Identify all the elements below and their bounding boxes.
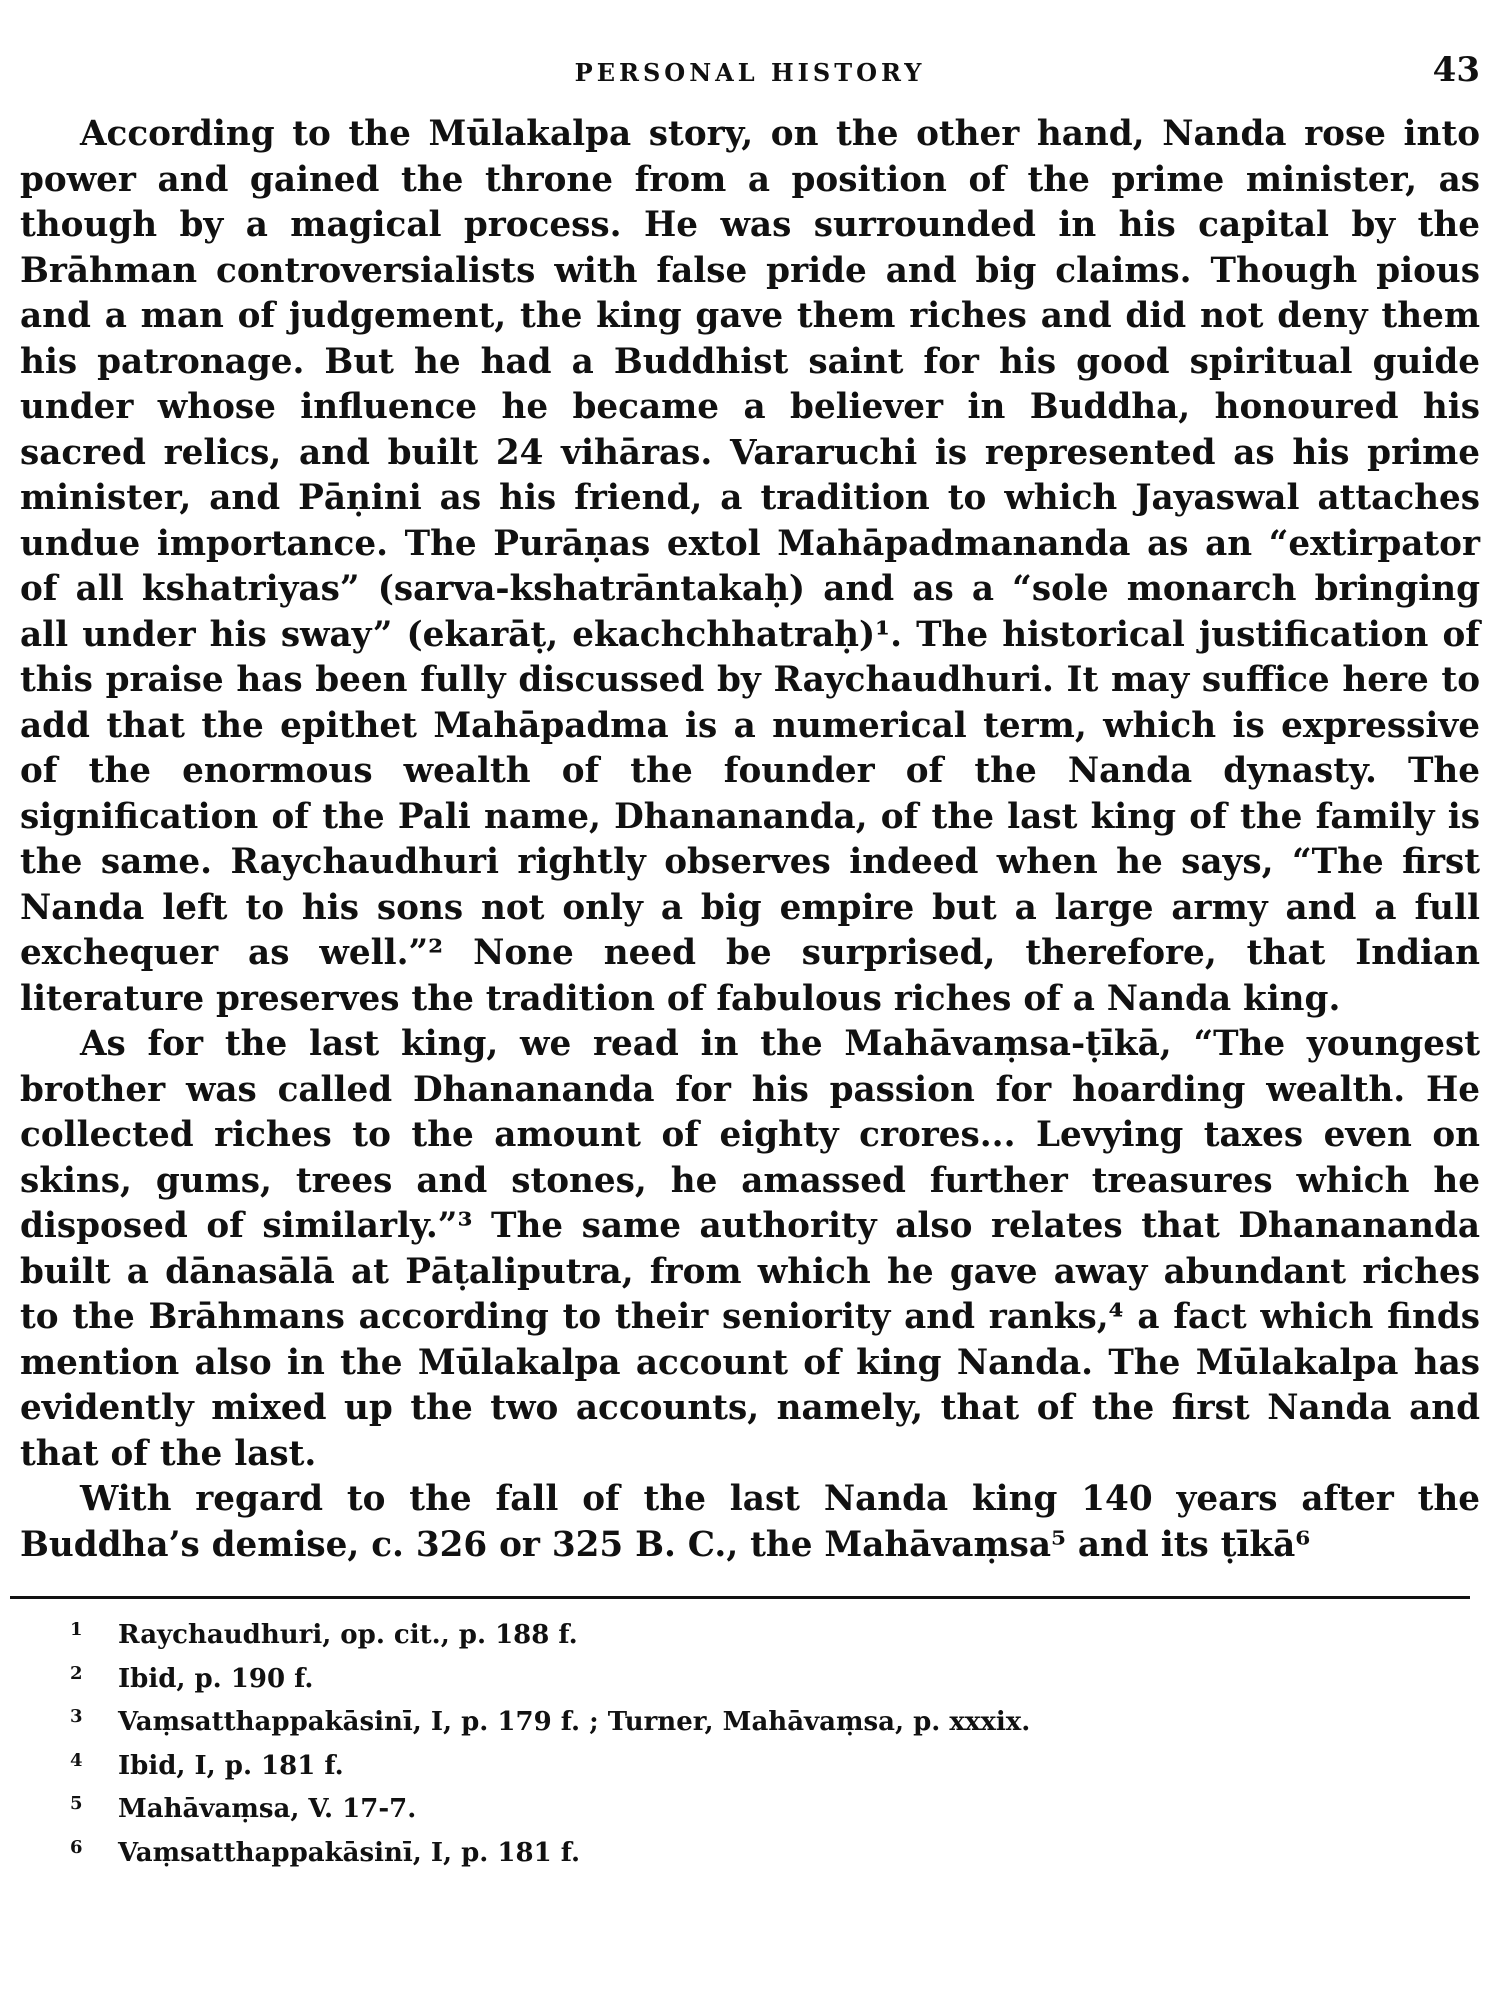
- body-text: [20, 112, 1480, 1568]
- footnote-text: Ibid, I, p. 181 f.: [118, 1750, 344, 1781]
- footnote: [70, 1659, 1480, 1703]
- footnote-text: Raychaudhuri, op. cit., p. 188 f.: [118, 1620, 578, 1650]
- running-head: [20, 44, 1480, 94]
- footnote-text: Mahāvaṃsa, V. 17-7.: [118, 1794, 417, 1825]
- footnote-mark: 3: [70, 1706, 83, 1728]
- footnotes: [20, 1615, 1480, 1877]
- footnote-mark: 2: [70, 1662, 83, 1684]
- page-number: 43: [1432, 50, 1480, 90]
- footnote-rule: [10, 1596, 1470, 1599]
- footnote-mark: 6: [70, 1836, 83, 1858]
- footnote: [70, 1833, 1480, 1877]
- paragraph: According to the Mūlakalpa story, on the other hand, Nanda rose into power and gained the throne from a position of the prime minister, as though by a magical process. He was surrounded in his capital by the Brāhman controversialists with false pride and big claims. Though pious and a man of judgement, the king gave them riches and did not deny them his patronage. But he had a Buddhist saint for his good spiritual guide under whose influence he became a believer in Buddha, honoured his sacred relics, and built 24 vihāras. Vararuchi is represented as his prime minister, and Pāṇini as his friend, a tradition to which Jayaswal attaches undue importance. The Purāṇas extol Mahāpadmananda as an “extirpator of all kshatriyas” (sarva-kshatrāntakaḥ) and as a “sole monarch bringing all under his sway” (ekarāṭ, ekachchhatraḥ)¹. The historical justification of this praise has been fully discussed by Raychaudhuri. It may suffice here to add that the epithet Mahāpadma is a numerical term, which is expressive of the enormous wealth of the founder of the Nanda dynasty. The signification of the Pali name, Dhanananda, of the last king of the family is the same. Raychaudhuri rightly observes indeed when he says, “The first Nanda left to his sons not only a big empire but a large army and a full exchequer as well.”² None need be surprised, therefore, that Indian literature preserves the tradition of fabulous riches of a Nanda king.: [20, 114, 1480, 1019]
- paragraph: With regard to the fall of the last Nanda king 140 years after the Buddha’s demise, c. 326 or 325 B. C., the Mahāvaṃsa⁵ and its ṭīkā⁶: [20, 1479, 1480, 1565]
- footnote-text: Vaṃsatthappakāsinī, I, p. 179 f. ; Turner, Mahāvaṃsa, p. xxxix.: [118, 1707, 1031, 1738]
- footnote: [70, 1746, 1480, 1790]
- footnote-mark: 4: [70, 1749, 83, 1771]
- book-page: [20, 44, 1480, 1877]
- footnote: [70, 1702, 1480, 1746]
- running-title: PERSONAL HISTORY: [574, 58, 926, 87]
- paragraph: As for the last king, we read in the Mahāvaṃsa-ṭīkā, “The youngest brother was called Dhanananda for his passion for hoarding wealth. He collected riches to the amount of eighty crores... Levying taxes even on skins, gums, trees and stones, he amassed further treasures which he disposed of similarly.”³ The same authority also relates that Dhanananda built a dānasālā at Pāṭaliputra, from which he gave away abundant riches to the Brāhmans according to their seniority and ranks,⁴ a fact which finds mention also in the Mūlakalpa account of king Nanda. The Mūlakalpa has evidently mixed up the two accounts, namely, that of the first Nanda and that of the last.: [20, 1024, 1480, 1474]
- footnote: [70, 1789, 1480, 1833]
- footnote: [70, 1615, 1480, 1659]
- footnote-text: Ibid, p. 190 f.: [118, 1663, 314, 1694]
- footnote-text: Vaṃsatthappakāsinī, I, p. 181 f.: [118, 1837, 581, 1868]
- footnote-mark: 1: [70, 1619, 83, 1640]
- footnote-mark: 5: [70, 1793, 83, 1815]
